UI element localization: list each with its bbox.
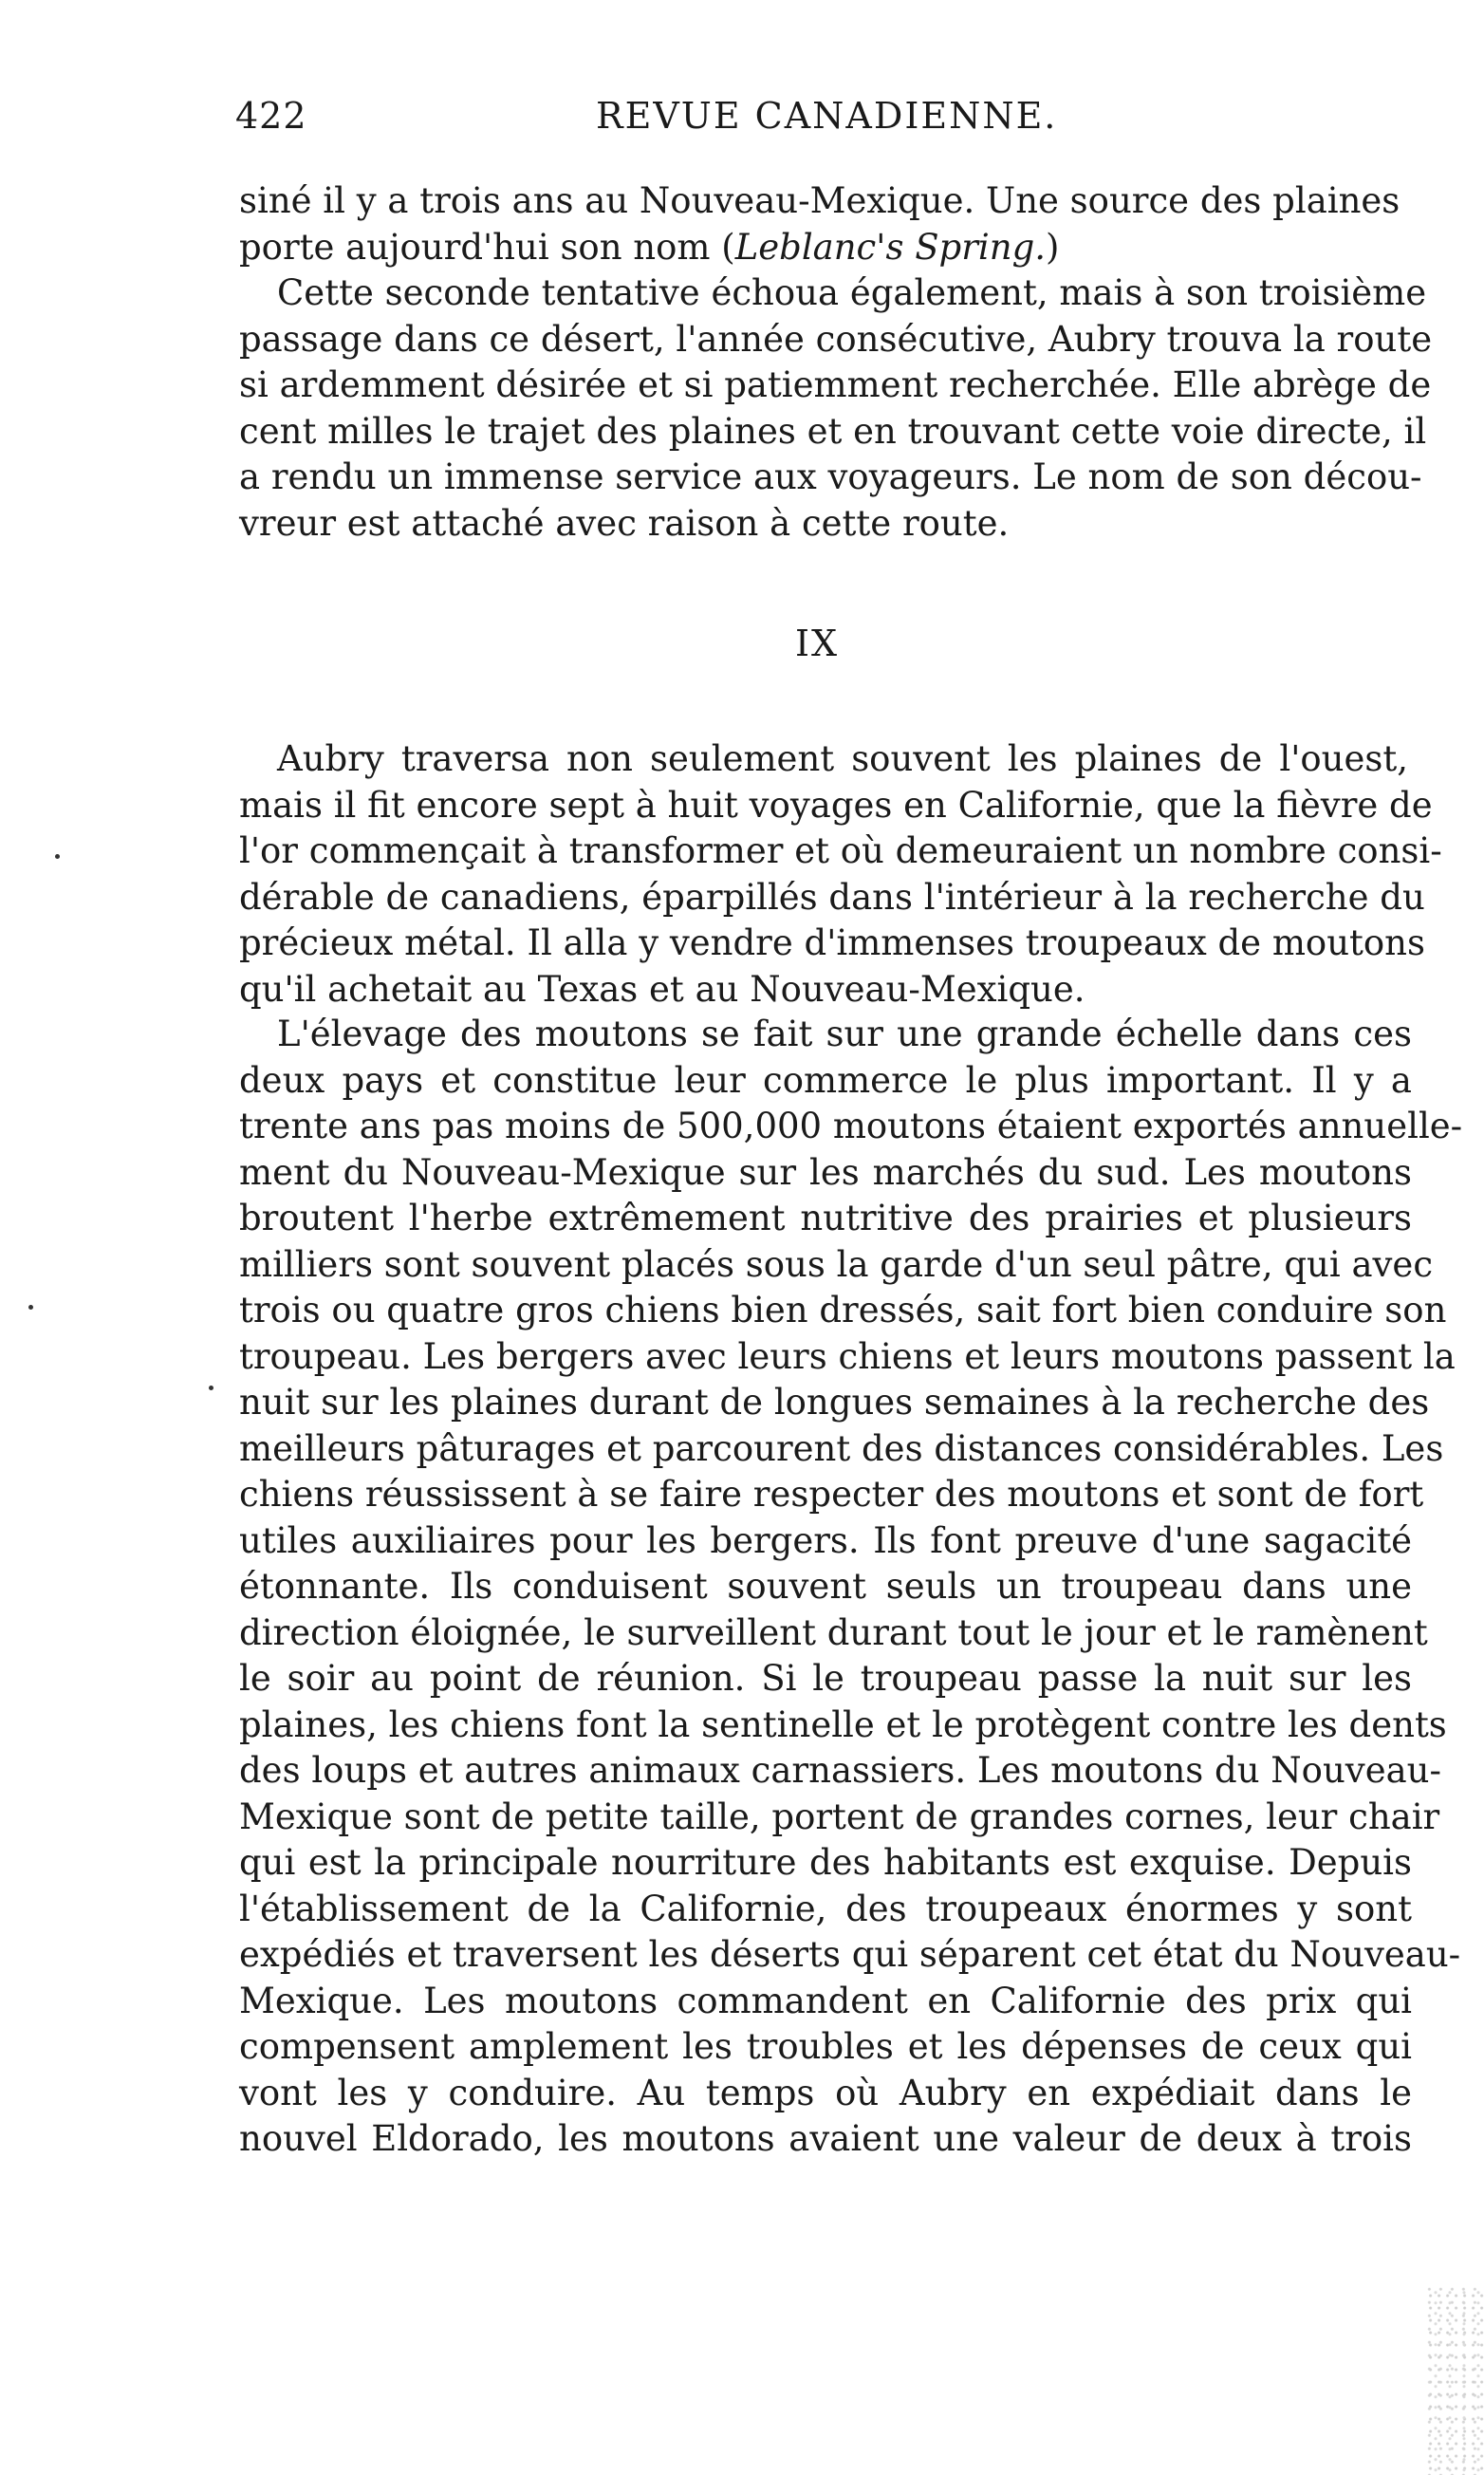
text-line: expédiés et traversent les déserts qui séparent cet état du Nouveau- (239, 1934, 1461, 1975)
text-line: vreur est attaché avec raison à cette route. (239, 502, 1010, 544)
text-line: cent milles le trajet des plaines et en trouvant cette voie directe, il (239, 410, 1427, 452)
text-line: compensent amplement les troubles et les dépenses de ceux qui (239, 2026, 1412, 2067)
text-line: si ardemment désirée et si patiemment recherchée. Elle abrège de (239, 364, 1432, 405)
text-line: a rendu un immense service aux voyageurs. Le nom de son décou- (239, 456, 1422, 497)
text-fragment: porte aujourd'hui son nom ( (239, 226, 735, 268)
text-line: étonnante. Ils conduisent souvent seuls un troupeau dans une (239, 1566, 1412, 1607)
text-line: direction éloignée, le surveillent durant tout le jour et le ramènent (239, 1611, 1428, 1653)
text-line: Mexique. Les moutons commandent en Californie des prix qui (239, 1980, 1412, 2021)
text-line: ment du Nouveau-Mexique sur les marchés du sud. Les moutons (239, 1151, 1412, 1193)
text-line: l'établissement de la Californie, des troupeaux énormes y sont (239, 1888, 1412, 1929)
text-line: broutent l'herbe extrêmement nutritive des prairies et plusieurs (239, 1198, 1412, 1238)
text-fragment: ) (1046, 226, 1060, 268)
text-line: des loups et autres animaux carnassiers. Les moutons du Nouveau- (239, 1750, 1441, 1791)
scan-speck (28, 1305, 33, 1310)
text-line: trente ans pas moins de 500,000 moutons étaient exportés annuelle- (239, 1106, 1463, 1146)
text-line: dérable de canadiens, éparpillés dans l'intérieur à la recherche du (239, 876, 1425, 918)
running-title: REVUE CANADIENNE. (596, 95, 1058, 137)
text-line: le soir au point de réunion. Si le troupeau passe la nuit sur les (239, 1658, 1412, 1699)
paragraph-continuation (239, 178, 1433, 547)
text-line: troupeau. Les bergers avec leurs chiens et leurs moutons passent la (239, 1335, 1456, 1377)
text-line: Mexique sont de petite taille, portent de grandes cornes, leur chair (239, 1796, 1440, 1837)
text-line: nouvel Eldorado, les moutons avaient une valeur de deux à trois (239, 2118, 1412, 2159)
paragraph (239, 736, 1442, 1013)
page-number: 422 (235, 95, 307, 137)
text-line: l'or commençait à transformer et où demeuraient un nombre consi- (239, 830, 1442, 871)
text-line: utiles auxiliaires pour les bergers. Ils font preuve d'une sagacité (239, 1519, 1412, 1561)
text-line: chiens réussissent à se faire respecter des moutons et sont de fort (239, 1474, 1424, 1515)
text-line: passage dans ce désert, l'année consécutive, Aubry trouva la route (239, 318, 1433, 360)
text-line: trois ou quatre gros chiens bien dressés, sait fort bien conduire son (239, 1290, 1447, 1331)
scan-edge-noise (1427, 2285, 1484, 2475)
text-line: plaines, les chiens font la sentinelle et le protègent contre les dents (239, 1703, 1447, 1745)
text-line: qui est la principale nourriture des habitants est exquise. Depuis (239, 1842, 1412, 1883)
section-heading: IX (795, 623, 840, 664)
text-line: meilleurs pâturages et parcourent des distances considérables. Les (239, 1427, 1444, 1469)
text-line: vont les y conduire. Au temps où Aubry en expédiait dans le (239, 2072, 1412, 2113)
paragraph (239, 1012, 1463, 2163)
text-line: siné il y a trois ans au Nouveau-Mexique. Une source des plaines (239, 180, 1401, 221)
text-line: deux pays et constitue leur commerce le plus important. Il y a (239, 1059, 1412, 1101)
text-line: Aubry traversa non seulement souvent les plaines de l'ouest, (277, 738, 1408, 779)
text-line-with-italic (239, 225, 1397, 271)
text-line: mais il fit encore sept à huit voyages en Californie, que la fièvre de (239, 784, 1433, 826)
text-line: L'élevage des moutons se fait sur une grande échelle dans ces (277, 1014, 1412, 1054)
text-line: nuit sur les plaines durant de longues semaines à la recherche des (239, 1382, 1430, 1423)
text-line: Cette seconde tentative échoua également, mais à son troisième (277, 272, 1427, 313)
scan-speck (209, 1386, 213, 1390)
italic-place-name: Leblanc's Spring. (734, 226, 1047, 268)
text-line: milliers sont souvent placés sous la garde d'un seul pâtre, qui avec (239, 1243, 1434, 1285)
page-header (235, 95, 1308, 142)
text-line: précieux métal. Il alla y vendre d'immenses troupeaux de moutons (239, 922, 1425, 963)
text-line: qu'il achetait au Texas et au Nouveau-Mexique. (239, 968, 1085, 1010)
scan-speck (55, 854, 60, 859)
